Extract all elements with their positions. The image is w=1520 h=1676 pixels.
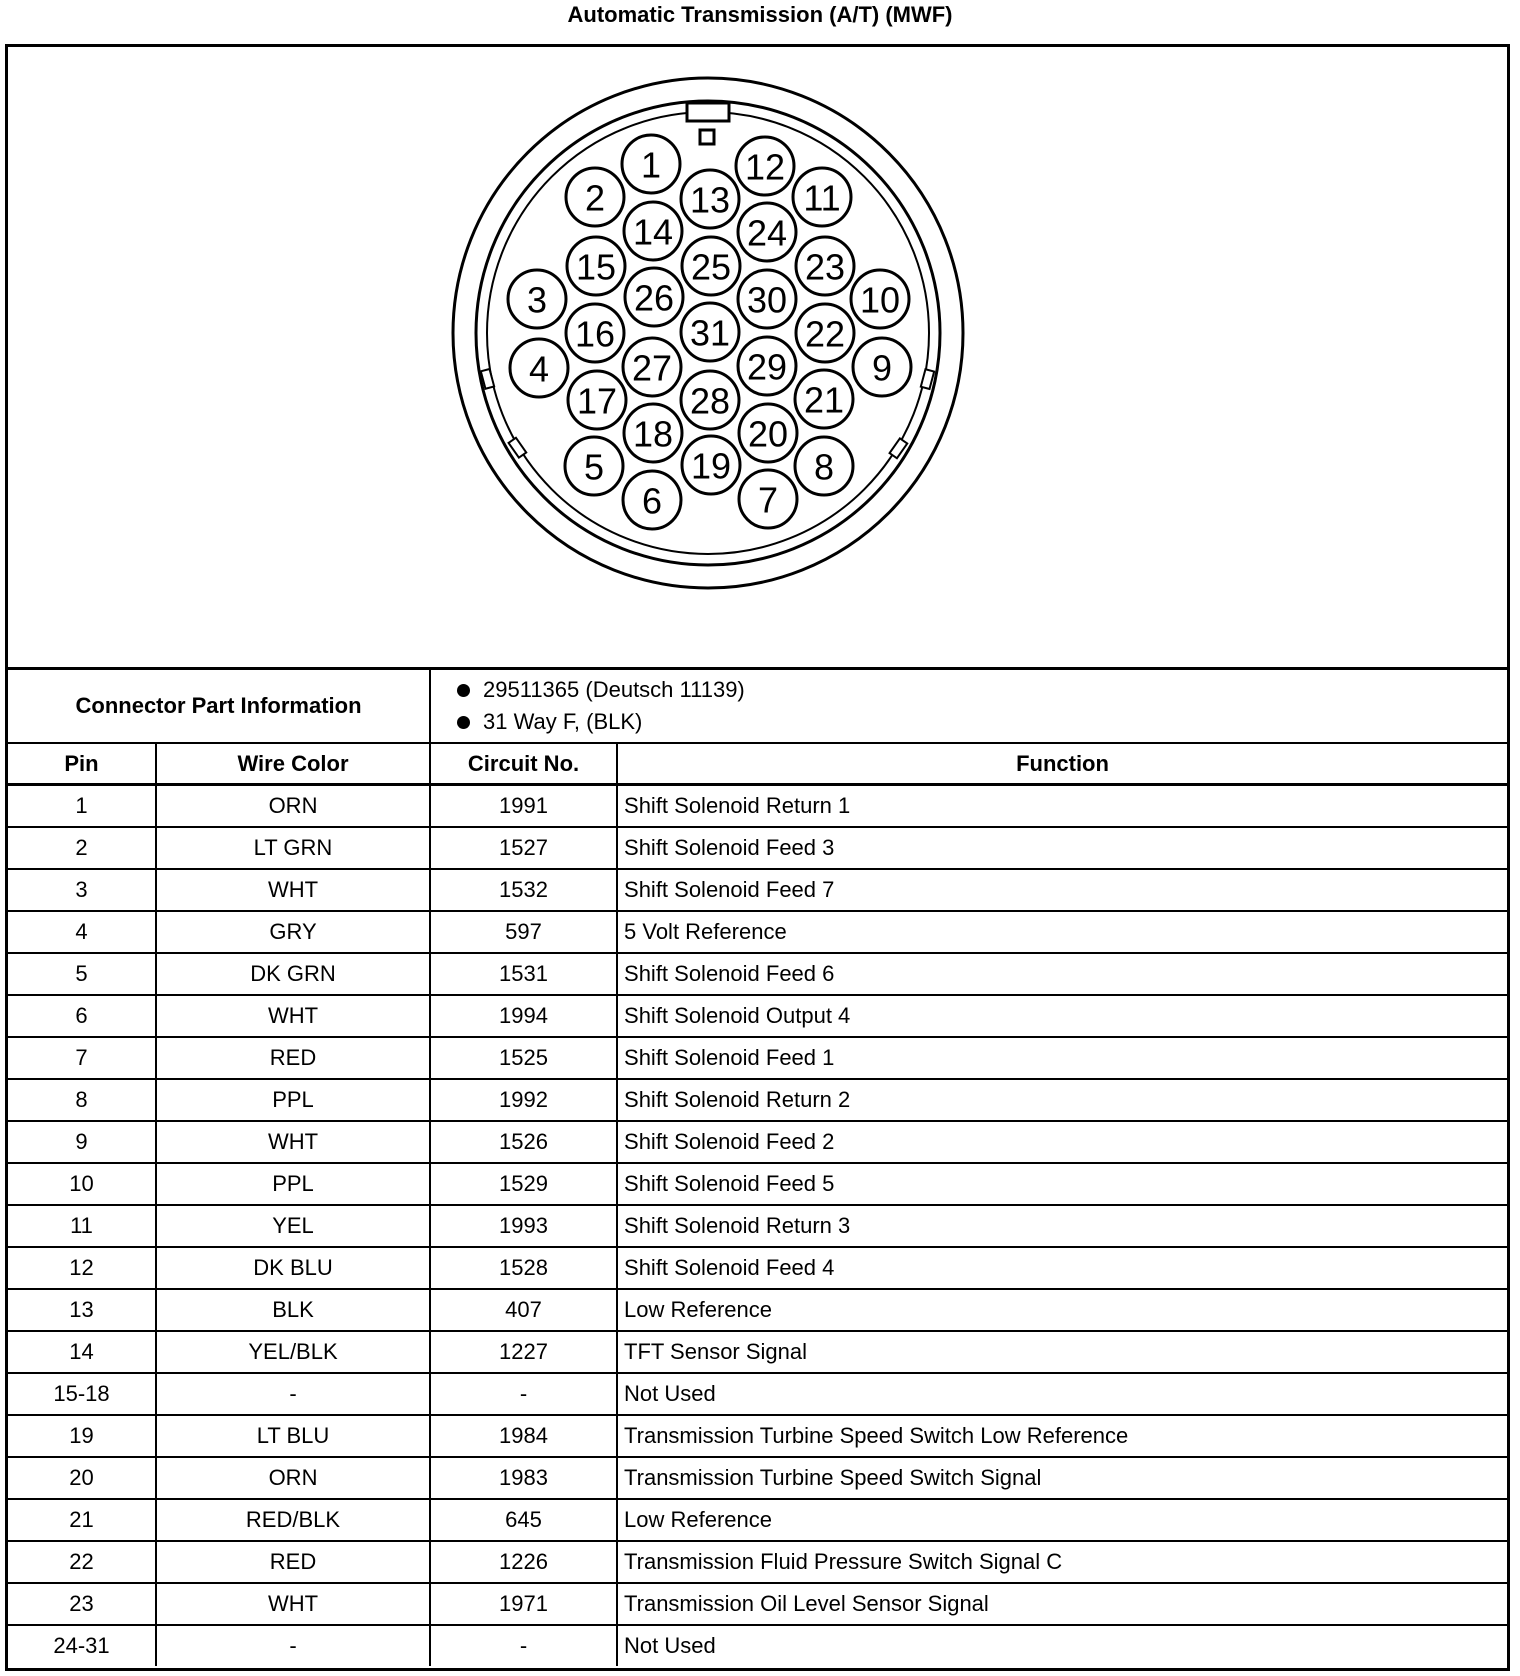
- header-circuit: Circuit No.: [430, 743, 617, 785]
- cell-pin: 13: [8, 1289, 156, 1331]
- cell-circuit: 1531: [430, 953, 617, 995]
- pin-cavity: [623, 471, 681, 529]
- header-wire-color: Wire Color: [156, 743, 430, 785]
- cell-wire-color: LT GRN: [156, 827, 430, 869]
- table-row: [8, 1289, 1507, 1331]
- cell-circuit: 1526: [430, 1121, 617, 1163]
- cell-circuit: 407: [430, 1289, 617, 1331]
- table-row: [8, 785, 1507, 828]
- table-row: [8, 1457, 1507, 1499]
- cell-circuit: 1983: [430, 1457, 617, 1499]
- pin-cavity: [510, 339, 568, 397]
- pin-cavities: [508, 135, 911, 529]
- cell-pin: 11: [8, 1205, 156, 1247]
- connector-part-info-label: Connector Part Information: [8, 669, 430, 744]
- page-title: Automatic Transmission (A/T) (MWF): [567, 2, 953, 27]
- connector-face-svg: [8, 47, 1507, 667]
- cell-wire-color: RED/BLK: [156, 1499, 430, 1541]
- pin-number: 30: [746, 279, 788, 321]
- table-row: [8, 869, 1507, 911]
- pin-cavity: [568, 371, 626, 429]
- cell-pin: 1: [8, 785, 156, 828]
- pin-cavity: [681, 371, 739, 429]
- pin-cavity: [567, 237, 625, 295]
- pin-cavity: [622, 135, 680, 193]
- cell-pin: 12: [8, 1247, 156, 1289]
- pin-cavity: [739, 404, 797, 462]
- cell-wire-color: YEL: [156, 1205, 430, 1247]
- cell-pin: 6: [8, 995, 156, 1037]
- table-row: [8, 1079, 1507, 1121]
- table-row: [8, 1499, 1507, 1541]
- cell-pin: 19: [8, 1415, 156, 1457]
- cell-function: Shift Solenoid Return 3: [617, 1205, 1507, 1247]
- table-row: [8, 1583, 1507, 1625]
- table-row: [8, 1247, 1507, 1289]
- pin-number: 16: [574, 313, 616, 355]
- pin-number: 1: [640, 144, 662, 186]
- pin-number: 19: [690, 445, 732, 487]
- pin-cavity: [739, 470, 797, 528]
- part-info-item: 31 Way F, (BLK): [453, 706, 1507, 738]
- cell-pin: 7: [8, 1037, 156, 1079]
- pin-cavity: [566, 304, 624, 362]
- pin-cavity: [508, 270, 566, 328]
- cell-wire-color: WHT: [156, 1583, 430, 1625]
- cell-function: Shift Solenoid Feed 6: [617, 953, 1507, 995]
- cell-wire-color: ORN: [156, 1457, 430, 1499]
- cell-pin: 14: [8, 1331, 156, 1373]
- pin-number: 2: [584, 177, 606, 219]
- cell-wire-color: YEL/BLK: [156, 1331, 430, 1373]
- cell-circuit: 597: [430, 911, 617, 953]
- pinout-table: [8, 667, 1507, 1666]
- cell-pin: 8: [8, 1079, 156, 1121]
- cell-function: Shift Solenoid Feed 1: [617, 1037, 1507, 1079]
- pin-cavity: [738, 203, 796, 261]
- cell-circuit: 1525: [430, 1037, 617, 1079]
- table-row: [8, 827, 1507, 869]
- pin-number: 14: [632, 211, 674, 253]
- cell-circuit: 1227: [430, 1331, 617, 1373]
- table-row: [8, 995, 1507, 1037]
- table-row: [8, 1331, 1507, 1373]
- cell-pin: 23: [8, 1583, 156, 1625]
- pin-number: 31: [689, 312, 731, 354]
- pin-number: 27: [631, 347, 673, 389]
- table-row: [8, 1415, 1507, 1457]
- cell-circuit: 1226: [430, 1541, 617, 1583]
- cell-wire-color: DK GRN: [156, 953, 430, 995]
- cell-circuit: 1529: [430, 1163, 617, 1205]
- cell-pin: 3: [8, 869, 156, 911]
- pin-cavity: [851, 270, 909, 328]
- table-row: [8, 953, 1507, 995]
- cell-function: Shift Solenoid Output 4: [617, 995, 1507, 1037]
- cell-circuit: 1528: [430, 1247, 617, 1289]
- cell-function: Transmission Turbine Speed Switch Low Reference: [617, 1415, 1507, 1457]
- table-header-row: [8, 743, 1507, 785]
- cell-wire-color: RED: [156, 1037, 430, 1079]
- pin-number: 12: [744, 146, 786, 188]
- cell-function: Low Reference: [617, 1499, 1507, 1541]
- cell-function: Transmission Fluid Pressure Switch Signal C: [617, 1541, 1507, 1583]
- pinout-rows: [8, 785, 1507, 1667]
- cell-circuit: 1532: [430, 869, 617, 911]
- pin-number: 26: [633, 277, 675, 319]
- pin-cavity: [795, 437, 853, 495]
- cell-pin: 4: [8, 911, 156, 953]
- cell-function: Shift Solenoid Feed 3: [617, 827, 1507, 869]
- pin-number: 28: [689, 380, 731, 422]
- cell-circuit: 645: [430, 1499, 617, 1541]
- connector-sheet: [5, 44, 1510, 1671]
- cell-pin: 2: [8, 827, 156, 869]
- part-info-item: 29511365 (Deutsch 11139): [453, 674, 1507, 706]
- connector-face-diagram: [8, 47, 1507, 667]
- pin-cavity: [853, 338, 911, 396]
- cell-wire-color: RED: [156, 1541, 430, 1583]
- cell-wire-color: WHT: [156, 869, 430, 911]
- pin-number: 20: [747, 413, 789, 455]
- pin-cavity: [624, 202, 682, 260]
- header-function: Function: [617, 743, 1507, 785]
- cell-circuit: -: [430, 1625, 617, 1666]
- cell-circuit: -: [430, 1373, 617, 1415]
- header-pin: Pin: [8, 743, 156, 785]
- cell-pin: 15-18: [8, 1373, 156, 1415]
- pin-number: 10: [859, 279, 901, 321]
- cell-wire-color: PPL: [156, 1163, 430, 1205]
- cell-circuit: 1993: [430, 1205, 617, 1247]
- pin-number: 13: [689, 179, 731, 221]
- pin-cavity: [625, 268, 683, 326]
- cell-wire-color: WHT: [156, 1121, 430, 1163]
- cell-function: Low Reference: [617, 1289, 1507, 1331]
- pin-cavity: [682, 237, 740, 295]
- cell-circuit: 1971: [430, 1583, 617, 1625]
- table-row: [8, 1373, 1507, 1415]
- cell-function: Shift Solenoid Feed 5: [617, 1163, 1507, 1205]
- pin-number: 9: [871, 347, 893, 389]
- table-row: [8, 1625, 1507, 1666]
- table-row: [8, 1205, 1507, 1247]
- pin-number: 18: [632, 413, 674, 455]
- pin-number: 29: [746, 346, 788, 388]
- keyway-tab: [687, 103, 729, 121]
- table-row: [8, 1541, 1507, 1583]
- cell-circuit: 1992: [430, 1079, 617, 1121]
- cell-pin: 9: [8, 1121, 156, 1163]
- cell-wire-color: GRY: [156, 911, 430, 953]
- cell-function: Shift Solenoid Feed 2: [617, 1121, 1507, 1163]
- cell-wire-color: -: [156, 1625, 430, 1666]
- pin-number: 23: [804, 246, 846, 288]
- table-row: [8, 911, 1507, 953]
- cell-function: Shift Solenoid Return 1: [617, 785, 1507, 828]
- table-row: [8, 1121, 1507, 1163]
- cell-pin: 5: [8, 953, 156, 995]
- pin-cavity: [795, 370, 853, 428]
- cell-function: Not Used: [617, 1625, 1507, 1666]
- pin-cavity: [796, 237, 854, 295]
- locking-tab-right: [921, 369, 934, 389]
- pin-cavity: [738, 337, 796, 395]
- cell-wire-color: PPL: [156, 1079, 430, 1121]
- cell-function: Not Used: [617, 1373, 1507, 1415]
- cell-pin: 22: [8, 1541, 156, 1583]
- pin-number: 22: [804, 313, 846, 355]
- cell-circuit: 1527: [430, 827, 617, 869]
- pin-cavity: [566, 168, 624, 226]
- cell-circuit: 1984: [430, 1415, 617, 1457]
- cell-function: TFT Sensor Signal: [617, 1331, 1507, 1373]
- cell-wire-color: -: [156, 1373, 430, 1415]
- pin-number: 15: [575, 246, 617, 288]
- cell-pin: 21: [8, 1499, 156, 1541]
- pin-number: 11: [803, 177, 841, 219]
- cell-pin: 20: [8, 1457, 156, 1499]
- keyway-marker: [700, 130, 714, 144]
- pin-number: 5: [583, 446, 605, 488]
- cell-pin: 24-31: [8, 1625, 156, 1666]
- cell-circuit: 1991: [430, 785, 617, 828]
- pin-cavity: [682, 436, 740, 494]
- cell-pin: 10: [8, 1163, 156, 1205]
- pin-cavity: [738, 270, 796, 328]
- pin-cavity: [736, 137, 794, 195]
- pin-cavity: [681, 170, 739, 228]
- connector-part-info-values: [430, 669, 1507, 744]
- pin-number: 24: [746, 212, 788, 254]
- pin-number: 3: [526, 279, 548, 321]
- pin-number: 21: [803, 379, 845, 421]
- table-row: [8, 1163, 1507, 1205]
- pin-number: 25: [690, 246, 732, 288]
- cell-wire-color: ORN: [156, 785, 430, 828]
- cell-wire-color: BLK: [156, 1289, 430, 1331]
- pin-cavity: [796, 304, 854, 362]
- cell-circuit: 1994: [430, 995, 617, 1037]
- cell-wire-color: DK BLU: [156, 1247, 430, 1289]
- pin-cavity: [681, 303, 739, 361]
- pin-number: 7: [757, 479, 779, 521]
- pin-cavity: [565, 437, 623, 495]
- cell-function: 5 Volt Reference: [617, 911, 1507, 953]
- cell-wire-color: WHT: [156, 995, 430, 1037]
- cell-function: Shift Solenoid Return 2: [617, 1079, 1507, 1121]
- pin-cavity: [624, 404, 682, 462]
- connector-part-info-row: [8, 669, 1507, 744]
- pin-cavity: [623, 338, 681, 396]
- pin-number: 6: [641, 480, 663, 522]
- cell-function: Shift Solenoid Feed 4: [617, 1247, 1507, 1289]
- table-row: [8, 1037, 1507, 1079]
- cell-function: Transmission Turbine Speed Switch Signal: [617, 1457, 1507, 1499]
- pin-cavity: [793, 168, 851, 226]
- cell-wire-color: LT BLU: [156, 1415, 430, 1457]
- pin-number: 17: [576, 380, 618, 422]
- cell-function: Shift Solenoid Feed 7: [617, 869, 1507, 911]
- pin-number: 8: [813, 446, 835, 488]
- cell-function: Transmission Oil Level Sensor Signal: [617, 1583, 1507, 1625]
- pin-number: 4: [528, 348, 550, 390]
